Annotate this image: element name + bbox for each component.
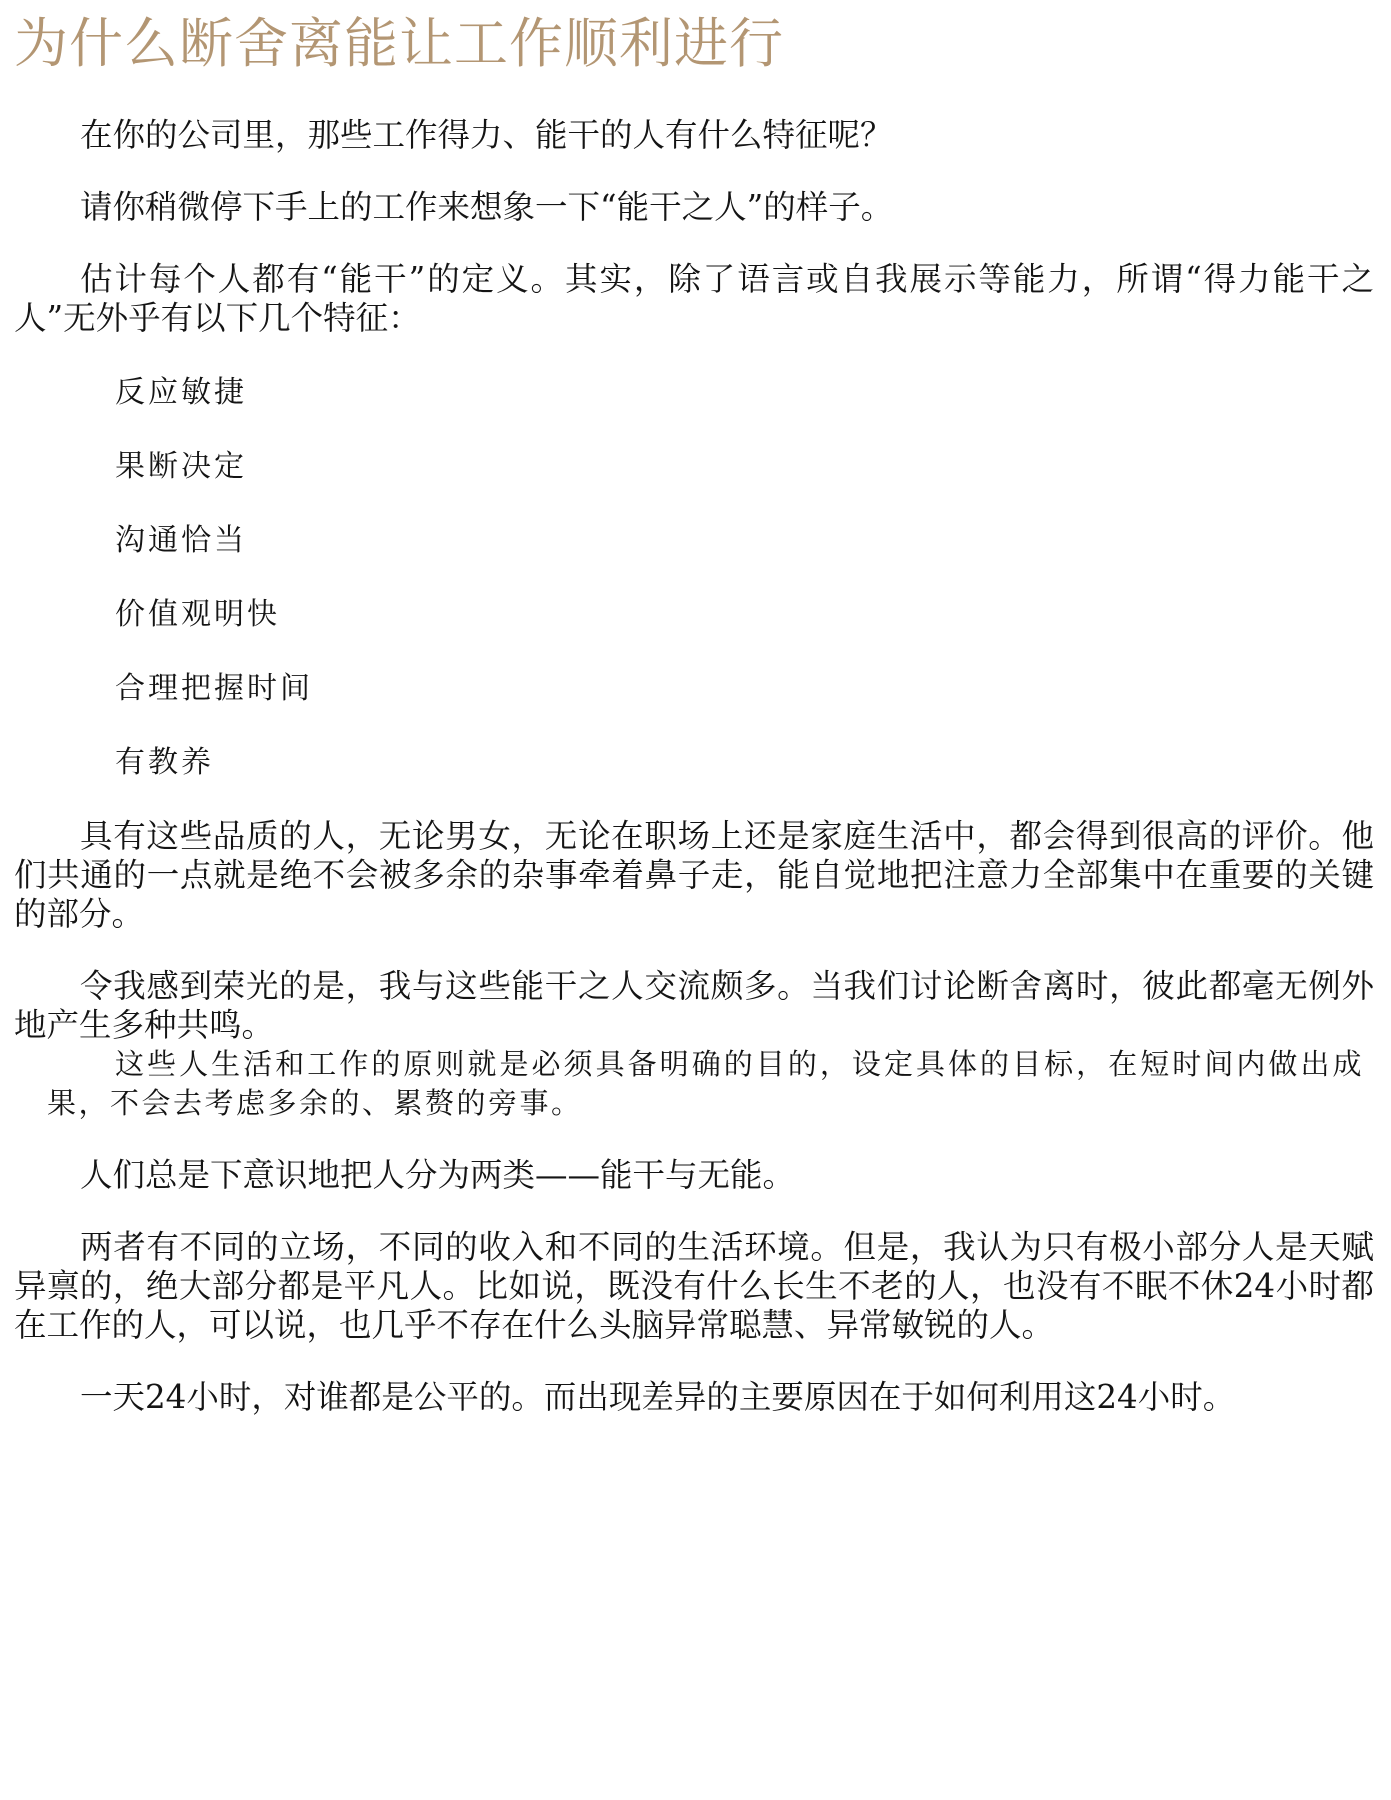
paragraph-3: 估计每个人都有“能干”的定义。其实，除了语言或自我展示等能力，所谓“得力能干之人”无外乎有以下几个特征： (14, 260, 1374, 337)
paragraph-6: 人们总是下意识地把人分为两类——能干与无能。 (80, 1156, 796, 1194)
trait-item: 合理把握时间 (115, 671, 313, 706)
page-title: 为什么断舍离能让工作顺利进行 (14, 12, 784, 75)
traits-list (14, 374, 1374, 781)
paragraph-8: 一天24小时，对谁都是公平的。而出现差异的主要原因在于如何利用这24小时。 (80, 1378, 1236, 1416)
paragraph-1: 在你的公司里，那些工作得力、能干的人有什么特征呢？ (80, 116, 893, 154)
paragraph-4: 具有这些品质的人，无论男女，无论在职场上还是家庭生活中，都会得到很高的评价。他们共通的一点就是绝不会被多余的杂事牵着鼻子走，能自觉地把注意力全部集中在重要的关键的部分。 (14, 817, 1374, 933)
paragraph-7: 两者有不同的立场，不同的收入和不同的生活环境。但是，我认为只有极小部分人是天赋异禀的，绝大部分都是平凡人。比如说，既没有什么长生不老的人，也没有不眠不休24小时都在工作的人，可以说，也几乎不存在什么头脑异常聪慧、异常敏锐的人。 (14, 1228, 1374, 1344)
trait-item: 沟通恰当 (115, 523, 247, 558)
paragraph-2: 请你稍微停下手上的工作来想象一下“能干之人”的样子。 (80, 188, 894, 226)
trait-item: 反应敏捷 (115, 375, 247, 410)
trait-item: 价值观明快 (115, 597, 280, 632)
trait-item: 有教养 (115, 745, 214, 780)
trait-item: 果断决定 (115, 449, 247, 484)
block-quote: 这些人生活和工作的原则就是必须具备明确的目的，设定具体的目标，在短时间内做出成果，不会去考虑多余的、累赘的旁事。 (47, 1047, 1364, 1120)
paragraph-5: 令我感到荣光的是，我与这些能干之人交流颇多。当我们讨论断舍离时，彼此都毫无例外地产生多种共鸣。 (14, 967, 1374, 1044)
article-body (14, 116, 1374, 1417)
